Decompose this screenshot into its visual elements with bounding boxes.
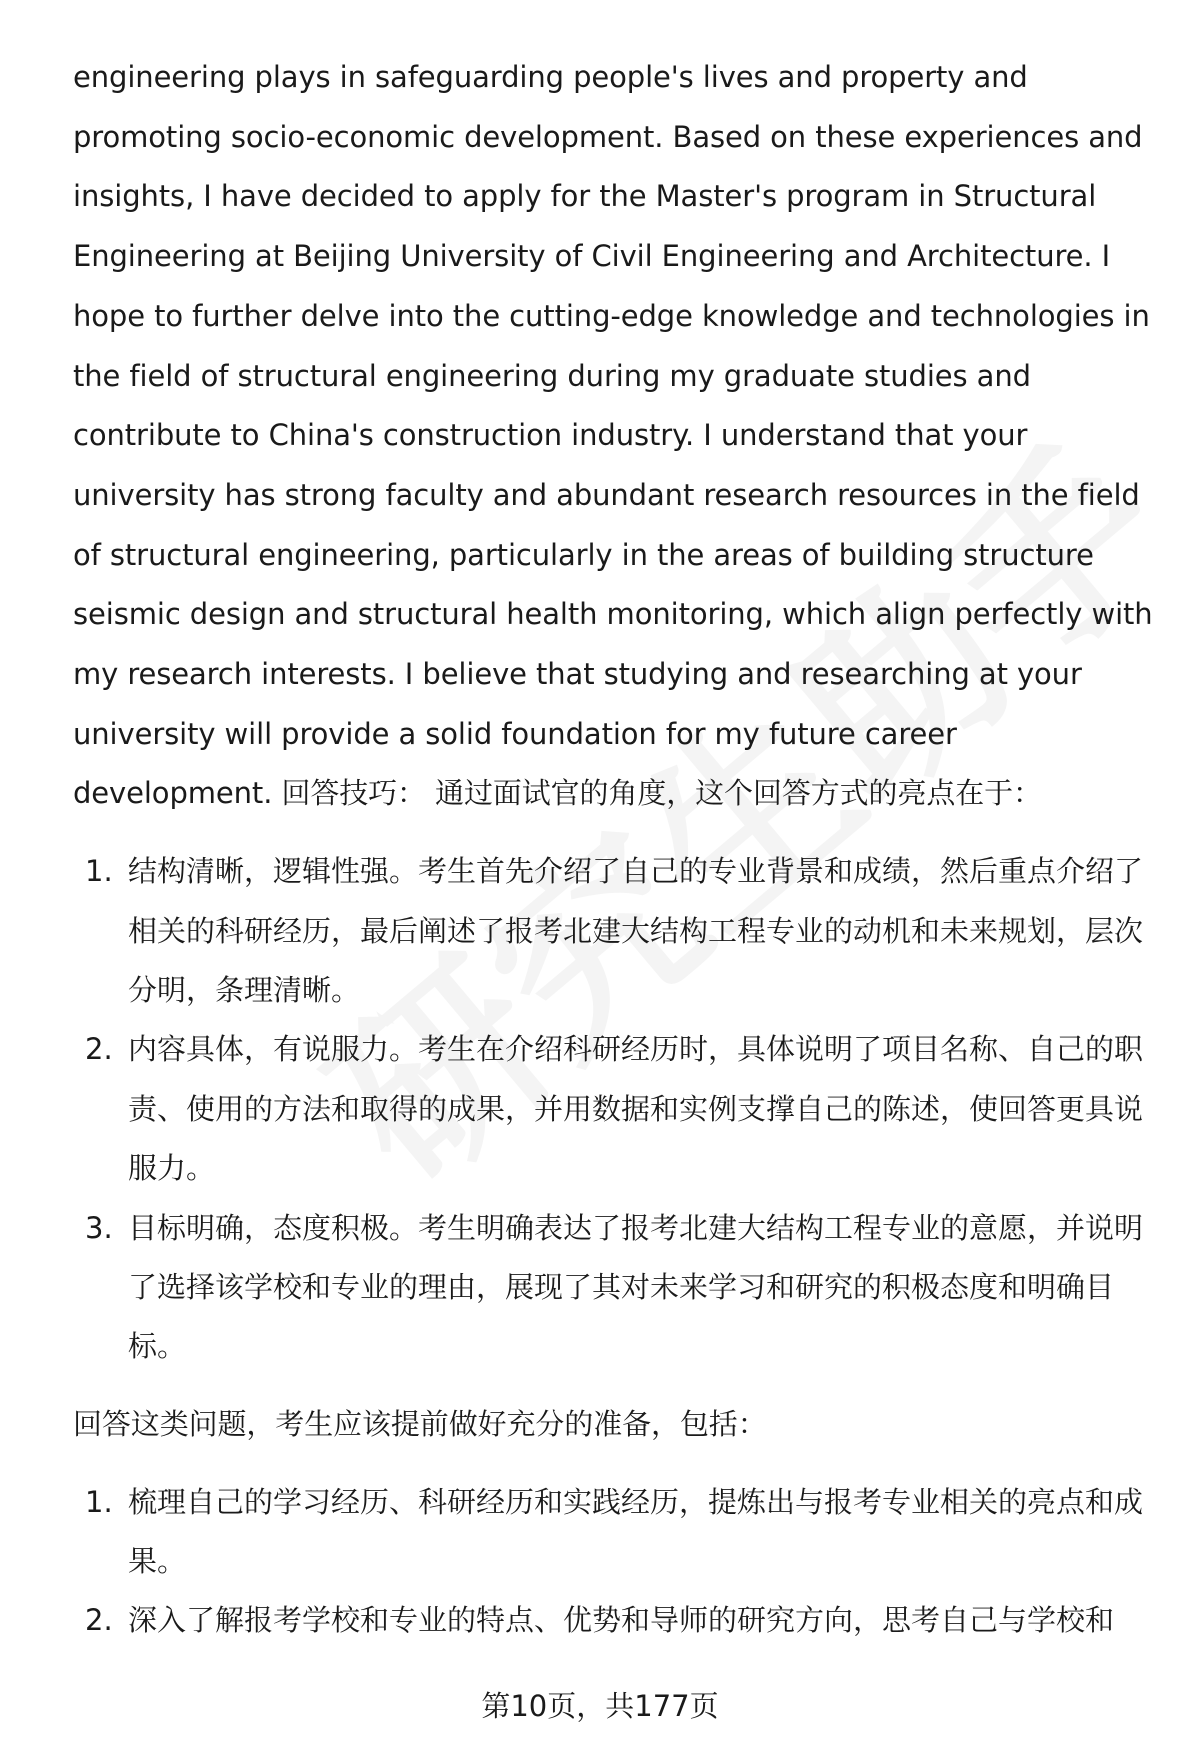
page-number-footer: 第10页，共177页 xyxy=(481,1689,719,1723)
list-number: 3. xyxy=(85,1210,113,1245)
list-item-text: 结构清晰，逻辑性强。考生首先介绍了自己的专业背景和成绩，然后重点介绍了相关的科研经历，最后阐述了报考北建大结构工程专业的动机和未来规划，层次分明，条理清晰。 xyxy=(128,854,1144,1007)
list-item xyxy=(73,842,1163,1020)
list-item xyxy=(73,1473,1163,1592)
list-item-text: 目标明确，态度积极。考生明确表达了报考北建大结构工程专业的意愿，并说明了选择该学校和专业的理由，展现了其对未来学习和研究的积极态度和明确目标。 xyxy=(128,1210,1144,1364)
list-item xyxy=(73,1020,1163,1198)
highlights-list xyxy=(73,842,1163,1377)
list-number: 1. xyxy=(85,854,113,889)
list-item xyxy=(73,1199,1163,1377)
prep-intro: 回答这类问题，考生应该提前做好充分的准备，包括： xyxy=(73,1406,767,1441)
list-item-text: 深入了解报考学校和专业的特点、优势和导师的研究方向，思考自己与学校和 xyxy=(128,1603,1115,1638)
list-number: 2. xyxy=(85,1032,113,1067)
document-page xyxy=(73,48,1163,1651)
list-number: 2. xyxy=(85,1603,113,1638)
list-item-text: 梳理自己的学习经历、科研经历和实践经历，提炼出与报考专业相关的亮点和成果。 xyxy=(128,1484,1144,1578)
prep-list xyxy=(73,1473,1163,1651)
body-paragraph: engineering plays in safeguarding people's lives and property and promoting socio-economic development. Based on these experiences and insights, I have decided to apply for the Master's program in Structural Engineering at Beijing University of Civil Engineering and Architecture. I hope to further delve into the cutting-edge knowledge and technologies in the field of structural engineering during my graduate studies and contribute to China's construction industry. I understand that your university has strong faculty and abundant research resources in the field of structural engineering, particularly in the areas of building structure seismic design and structural health monitoring, which align perfectly with my research interests. I believe that studying and researching at your university will provide a solid foundation for my future career development. 回答技巧： 通过面试官的角度，这个回答方式的亮点在于： xyxy=(73,60,1153,811)
list-item xyxy=(73,1591,1163,1650)
list-number: 1. xyxy=(85,1484,113,1519)
list-item-text: 内容具体，有说服力。考生在介绍科研经历时，具体说明了项目名称、自己的职责、使用的方法和取得的成果，并用数据和实例支撑自己的陈述，使回答更具说服力。 xyxy=(128,1032,1144,1186)
